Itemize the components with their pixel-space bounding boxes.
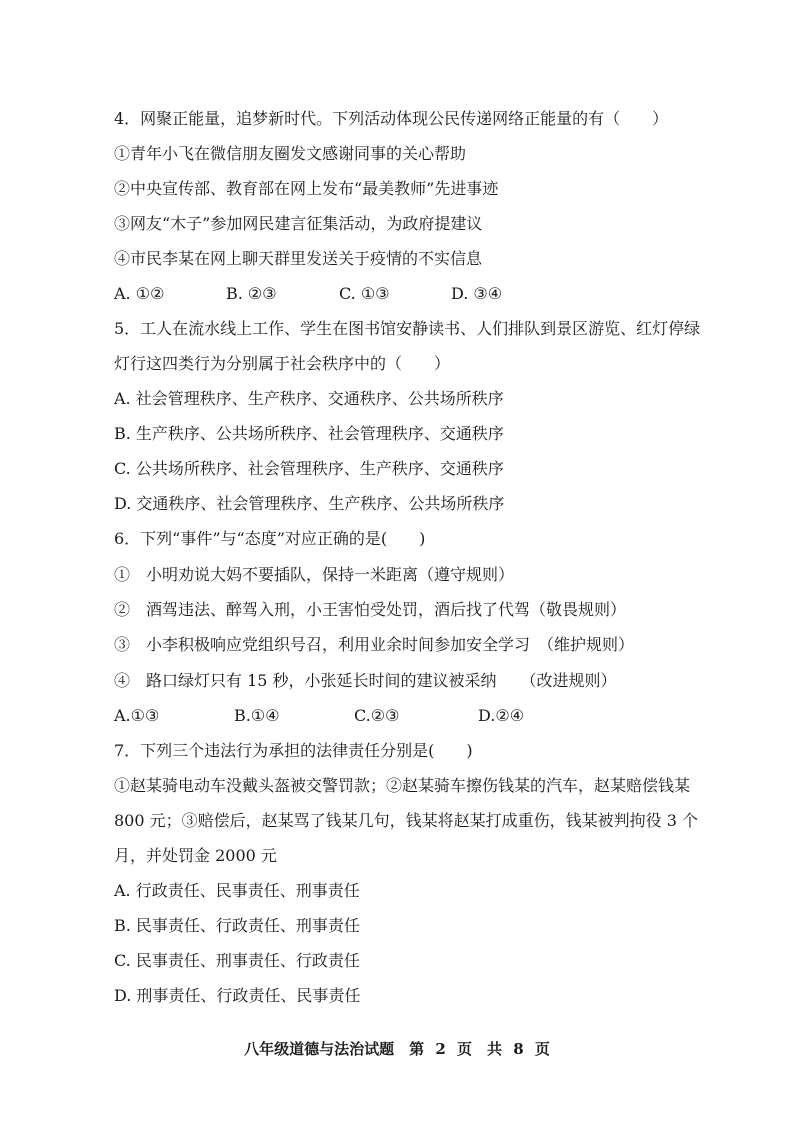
q6-option-b: B.①④ (234, 706, 280, 725)
q6-item-2: ② 酒驾违法、醉驾入刑，小王害怕受处罚，酒后找了代驾（敬畏规则） (114, 600, 627, 619)
q4-stem: 4．网聚正能量，追梦新时代。下列活动体现公民传递网络正能量的有（ ） (114, 109, 669, 128)
q5-stem: 5．工人在流水线上工作、学生在图书馆安静读书、人们排队到景区游览、红灯停绿灯行这四类行为分别属于社会秩序中的（ ） (114, 319, 701, 373)
q5-option-d: D. 交通秩序、社会管理秩序、生产秩序、公共场所秩序 (114, 494, 505, 513)
q7-option-c: C. 民事责任、刑事责任、行政责任 (114, 951, 360, 970)
page-footer: 八年级道德与法治试题 第 2 页 共 8 页 (244, 1040, 550, 1058)
q4-option-b: B. ②③ (226, 284, 277, 303)
q7-option-a: A. 行政责任、民事责任、刑事责任 (114, 881, 360, 900)
q7-option-d: D. 刑事责任、行政责任、民事责任 (114, 986, 361, 1005)
q4-item-4: ④市民李某在网上聊天群里发送关于疫情的不实信息 (114, 249, 483, 268)
q6-option-a: A.①③ (114, 706, 160, 725)
q6-item-4: ④ 路口绿灯只有 15 秒，小张延长时间的建议被采纳 （改进规则） (114, 671, 617, 690)
q4-option-a: A. ①② (114, 284, 165, 303)
q4-item-3: ③网友“木子”参加网民建言征集活动，为政府提建议 (114, 214, 483, 233)
q4-options (114, 283, 702, 305)
q4-option-d: D. ③④ (451, 284, 503, 303)
q6-item-1: ① 小明劝说大妈不要插队，保持一米距离（遵守规则） (114, 565, 515, 584)
q7-material: ①赵某骑电动车没戴头盔被交警罚款；②赵某骑车擦伤钱某的汽车，赵某赔偿钱某 800 元；③赔偿后，赵某骂了钱某几句，钱某将赵某打成重伤，钱某被判拘役 3 个月，并处罚金 2000 元 (114, 776, 698, 865)
q4-option-c: C. ①③ (339, 284, 390, 303)
q4-item-2: ②中央宣传部、教育部在网上发布“最美教师”先进事迹 (114, 179, 499, 198)
q6-item-3: ③ 小李积极响应党组织号召，利用业余时间参加安全学习 （维护规则） (114, 635, 635, 654)
q4-item-1: ①青年小飞在微信朋友圈发文感谢同事的关心帮助 (114, 144, 467, 163)
q5-option-c: C. 公共场所秩序、社会管理秩序、生产秩序、交通秩序 (114, 459, 504, 478)
q6-options (114, 705, 702, 727)
q5-option-b: B. 生产秩序、公共场所秩序、社会管理秩序、交通秩序 (114, 424, 504, 443)
q5-option-a: A. 社会管理秩序、生产秩序、交通秩序、公共场所秩序 (114, 389, 504, 408)
q6-option-d: D.②④ (478, 706, 525, 725)
q6-option-c: C.②③ (354, 706, 400, 725)
q7-stem: 7．下列三个违法行为承担的法律责任分别是( ) (114, 741, 473, 760)
q7-option-b: B. 民事责任、行政责任、刑事责任 (114, 916, 360, 935)
q6-stem: 6．下列“事件”与“态度”对应正确的是( ) (114, 529, 426, 548)
